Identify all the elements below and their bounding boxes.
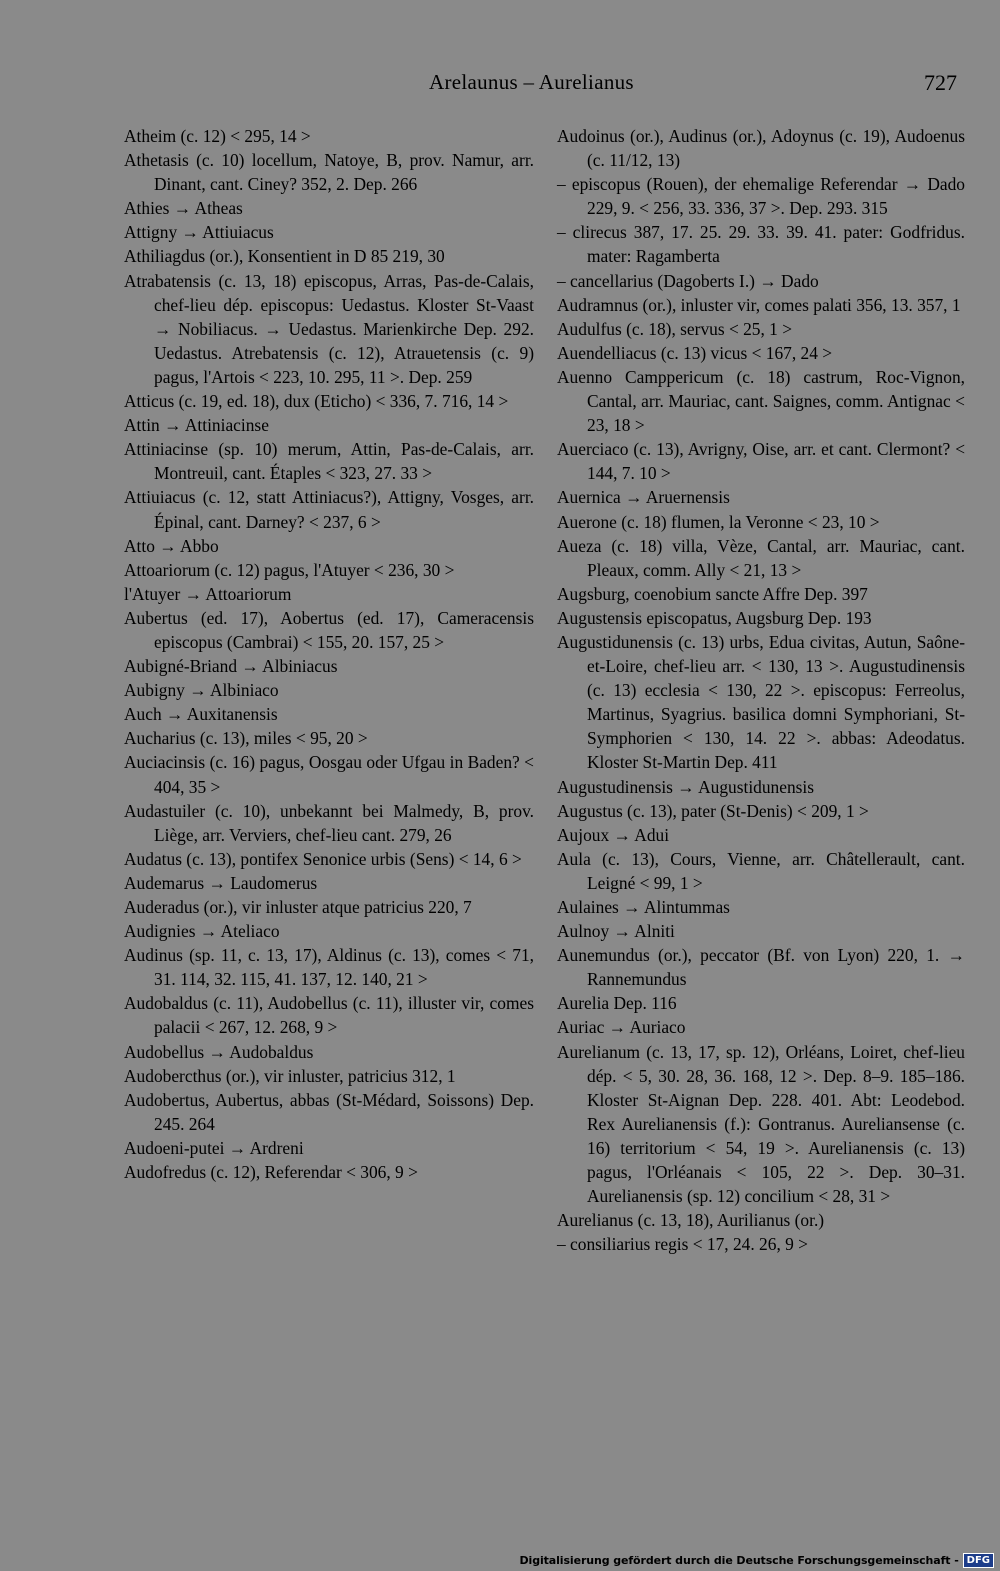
index-entry: Auendelliacus (c. 13) vicus < 167, 24 > [557,342,833,363]
index-entry: Aulnoy → Alniti [557,921,675,942]
right-column [557,124,965,1256]
index-entry: – clirecus 387, 17. 25. 29. 33. 39. 41. pater: Godfridus. mater: Ragamberta [557,222,965,267]
index-entry: Aunemundus (or.), peccator (Bf. von Lyon) 220, 1. → Rannemundus [557,945,965,990]
index-entry: Audobaldus (c. 11), Audobellus (c. 11), illuster vir, comes palacii < 267, 12. 268, 9 > [124,993,534,1038]
footer [520,1551,995,1569]
index-entry: Audofredus (c. 12), Referendar < 306, 9 > [124,1162,418,1183]
index-entry: Auch → Auxitanensis [124,704,278,725]
index-entry: Audramnus (or.), inluster vir, comes palati 356, 13. 357, 1 [557,294,961,315]
index-entry: – cancellarius (Dagoberts I.) → Dado [557,270,819,291]
index-entry: Audobercthus (or.), vir inluster, patricius 312, 1 [124,1065,456,1086]
index-entry: Aurelianus (c. 13, 18), Aurilianus (or.) [557,1210,825,1231]
index-entry: Atto → Abbo [124,535,219,556]
index-entry: Aurelia Dep. 116 [557,993,677,1014]
index-entry: Atheim (c. 12) < 295, 14 > [124,126,311,146]
index-entry: Auciacinsis (c. 16) pagus, Oosgau oder Ufgau in Baden? < 404, 35 > [124,752,534,797]
index-entry: Atticus (c. 19, ed. 18), dux (Eticho) < 336, 7. 716, 14 > [124,391,509,412]
index-entry: Attin → Attiniacinse [124,415,269,436]
index-entry: Attigny → Attiuiacus [124,222,274,243]
dfg-logo-icon: DFG [963,1553,994,1568]
footer-credit: Digitalisierung gefördert durch die Deutsche Forschungsgemeinschaft - [519,1553,959,1567]
index-entry: Aucharius (c. 13), miles < 95, 20 > [124,728,368,749]
index-entry: Augustus (c. 13), pater (St-Denis) < 209, 1 > [557,800,869,821]
index-entry: Audemarus → Laudomerus [124,872,318,893]
index-entry: Aula (c. 13), Cours, Vienne, arr. Châtellerault, cant. Leigné < 99, 1 > [557,848,965,893]
index-entry: Attiniacinse (sp. 10) merum, Attin, Pas-de-Calais, arr. Montreuil, cant. Étaples < 323, 27. 33 > [124,439,534,484]
index-entry: – episcopus (Rouen), der ehemalige Referendar → Dado 229, 9. < 256, 33. 336, 37 >. Dep. 293. 315 [557,174,965,219]
index-entry: Audignies → Ateliaco [124,921,280,942]
index-entry: Auenno Camppericum (c. 18) castrum, Roc-Vignon, Cantal, arr. Mauriac, cant. Saignes, comm. Antignac < 23, 18 > [557,366,965,436]
index-entry: Audastuiler (c. 10), unbekannt bei Malmedy, B, prov. Liège, arr. Verviers, chef-lieu cant. 279, 26 [124,800,534,845]
index-entry: Audoeni-putei → Ardreni [124,1137,304,1158]
index-entry: Audulfus (c. 18), servus < 25, 1 > [557,318,793,339]
index-entry: Aubigny → Albiniaco [124,680,279,701]
index-entry: Athetasis (c. 10) locellum, Natoye, B, prov. Namur, arr. Dinant, cant. Ciney? 352, 2. Dep. 266 [124,150,534,195]
left-column [124,124,534,1184]
index-entry: Aubigné-Briand → Albiniacus [124,656,338,677]
index-entry: Audobellus → Audobaldus [124,1041,314,1062]
index-entry: – consiliarius regis < 17, 24. 26, 9 > [557,1234,808,1255]
index-entry: Aujoux → Adui [557,824,670,845]
index-entry: Audoinus (or.), Audinus (or.), Adoynus (c. 19), Audoenus (c. 11/12, 13) [557,126,965,171]
index-entry: Atrabatensis (c. 13, 18) episcopus, Arras, Pas-de-Calais, chef-lieu dép. episcopus: Uedastus. Kloster St-Vaast → Nobiliacus. → Uedastus. Marienkirche Dep. 292. Uedastus. Atrebatensis (c. 12), Atrauetensis (c. 9) pagus, l'Artois < 223, 10. 295, 11 >. Dep. 259 [124,270,534,387]
index-entry: Attoariorum (c. 12) pagus, l'Atuyer < 236, 30 > [124,559,455,580]
index-entry: Athiliagdus (or.), Konsentient in D 85 219, 30 [124,246,445,267]
index-entry: Augsburg, coenobium sancte Affre Dep. 397 [557,583,868,604]
index-entry: Augustidunensis (c. 13) urbs, Edua civitas, Autun, Saône-et-Loire, chef-lieu arr. < 130, 13 >. Augustudinensis (c. 13) ecclesia < 130, 22 >. episcopus: Ferreolus, Martinus, Syagrius. basilica domni Symphoriani, St-Symphorien < 130, 14. 22 >. abbas: Adeodatus. Kloster St-Martin Dep. 411 [557,631,965,773]
index-entry: Auderadus (or.), vir inluster atque patricius 220, 7 [124,897,472,917]
index-entry: Auernica → Aruernensis [557,487,730,508]
index-entry: Aubertus (ed. 17), Aobertus (ed. 17), Cameracensis episcopus (Cambrai) < 155, 20. 157, 25 > [124,607,534,652]
index-entry: Audinus (sp. 11, c. 13, 17), Aldinus (c. 13), comes < 71, 31. 114, 32. 115, 41. 137, 12. 140, 21 > [124,945,534,990]
index-entry: Augustudinensis → Augustidunensis [557,776,815,797]
index-entry: Audobertus, Aubertus, abbas (St-Médard, Soissons) Dep. 245. 264 [124,1089,534,1134]
running-title: Arelaunus – Aurelianus [429,70,634,94]
index-entry: Auerone (c. 18) flumen, la Veronne < 23, 10 > [557,511,880,532]
index-entry: Aurelianum (c. 13, 17, sp. 12), Orléans, Loiret, chef-lieu dép. < 5, 30. 28, 36. 168, 12 >. Dep. 8–9. 185–186. Kloster St-Aignan Dep. 228. 401. Abt: Leodebod. Rex Aurelianensis (f.): Gontranus. Aureliansense (c. 16) territorium < 54, 19 >. Aurelianensis (c. 13) pagus, l'Orléanais < 105, 22 >. Dep. 30–31. Aurelianensis (sp. 12) concilium < 28, 31 > [557,1041,965,1207]
index-entry: Attiuiacus (c. 12, statt Attiniacus?), Attigny, Vosges, arr. Épinal, cant. Darney? < 237, 6 > [124,487,534,532]
index-entry: Augustensis episcopatus, Augsburg Dep. 193 [557,607,872,628]
index-entry: l'Atuyer → Attoariorum [124,583,292,604]
index-entry: Aueza (c. 18) villa, Vèze, Cantal, arr. Mauriac, cant. Pleaux, comm. Ally < 21, 13 > [557,535,965,580]
index-entry: Aulaines → Alintummas [557,897,730,917]
page-header [0,68,1000,102]
index-entry: Audatus (c. 13), pontifex Senonice urbis (Sens) < 14, 6 > [124,848,522,869]
index-entry: Auerciaco (c. 13), Avrigny, Oise, arr. et cant. Clermont? < 144, 7. 10 > [557,439,965,484]
index-entry: Auriac → Auriaco [557,1017,686,1038]
index-entry: Athies → Atheas [124,198,243,219]
page-number: 727 [924,70,957,95]
